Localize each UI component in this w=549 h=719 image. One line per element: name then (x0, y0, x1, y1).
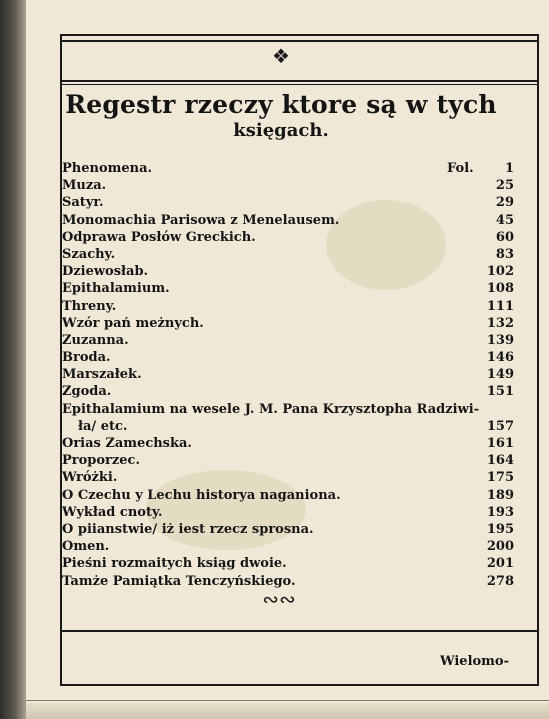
toc-row (62, 332, 514, 349)
toc-entry-folio: 200 (486, 539, 514, 555)
toc-entry-folio: 278 (486, 573, 514, 589)
toc-entry-folio: 25 (495, 178, 514, 194)
toc-row (62, 177, 514, 194)
toc-entry-label: Zuzanna. (62, 332, 129, 348)
toc-entry-label: Wróżki. (62, 470, 118, 486)
toc-row (62, 487, 514, 504)
toc-row (62, 280, 514, 297)
toc-entry-folio: 1 (504, 161, 514, 176)
toc-entry-label: Broda. (62, 350, 111, 366)
toc-row (62, 246, 514, 263)
fleuron-ornament-icon: ❖ (272, 44, 290, 68)
frame-rule-footer (60, 684, 539, 686)
toc-entry-label: Omen. (62, 539, 110, 555)
toc-entry-folio: 132 (486, 315, 514, 331)
toc-entry-label: O piianstwie/ iż iest rzecz sprosna. (62, 521, 314, 537)
toc-entry-label: Epithalamium. (62, 281, 170, 297)
toc-entry-label: Threny. (62, 298, 117, 314)
toc-row (62, 263, 514, 280)
toc-entry-folio: 45 (495, 212, 514, 228)
toc-entry-folio: 157 (486, 418, 514, 434)
toc-entry-label: Satyr. (62, 195, 104, 211)
toc-entry-label: Wykład cnoty. (62, 504, 163, 520)
toc-row (62, 538, 514, 555)
toc-row (62, 452, 514, 469)
toc-entry-folio: 60 (495, 229, 514, 245)
toc-entry-label: Muza. (62, 178, 107, 194)
toc-entry-folio: 146 (486, 350, 514, 366)
toc-row (62, 383, 514, 400)
toc-entry-label: Monomachia Parisowa z Menelausem. (62, 212, 340, 228)
toc-entry-label: Phenomena. (62, 161, 153, 176)
toc-entry-label: ła/ etc. (78, 418, 128, 434)
toc-row (62, 298, 514, 315)
toc-row (62, 212, 514, 229)
toc-entry-label: Pieśni rozmaitych ksiąg dwoie. (62, 556, 287, 572)
page-bottom-edge (26, 703, 549, 719)
toc-entry-folio: 149 (486, 367, 514, 383)
toc-entry-folio: 83 (495, 246, 514, 262)
toc-entry-label: Marszałek. (62, 367, 142, 383)
frame-rule-top (60, 40, 539, 42)
toc-entry-label: Orias Zamechska. (62, 436, 192, 451)
frame-rule-title (60, 80, 539, 82)
toc-row (62, 504, 514, 521)
toc-entry-folio: 111 (486, 298, 514, 314)
toc-entry-folio: 108 (486, 281, 514, 297)
toc-entry-label: Epithalamium na wesele J. M. Pana Krzysztopha Radziwi- (62, 401, 480, 417)
toc-row (62, 349, 514, 366)
toc-entry-label: Tamże Pamiątka Tenczyńskiego. (62, 573, 296, 589)
toc-entry-label: Wzór pań meżnych. (62, 315, 204, 331)
table-of-contents (62, 160, 514, 590)
toc-row (62, 555, 514, 572)
toc-row (62, 469, 514, 486)
toc-entry-folio: 189 (486, 487, 514, 503)
catchword: Wielomo- (439, 654, 509, 669)
toc-entry-folio: 151 (486, 384, 514, 400)
page-subtitle: księgach. (233, 120, 329, 141)
toc-entry-label: Zgoda. (62, 384, 112, 400)
toc-entry-folio: 193 (486, 504, 514, 520)
toc-row (62, 401, 514, 418)
toc-entry-label: Dziewosłab. (62, 264, 149, 280)
toc-row (62, 418, 514, 435)
toc-entry-folio: 175 (486, 470, 514, 486)
toc-row (62, 521, 514, 538)
toc-row (62, 160, 514, 177)
frame-rule-bottom (60, 630, 539, 632)
toc-entry-folio: 29 (495, 195, 514, 211)
toc-entry-label: Szachy. (62, 246, 116, 262)
frame-rule-title-inner (60, 84, 539, 85)
toc-row (62, 194, 514, 211)
toc-entry-folio: 161 (486, 436, 514, 451)
page-title: Regestr rzeczy ktore są w tych (65, 90, 497, 119)
toc-row (62, 435, 514, 452)
book-gutter (0, 0, 26, 719)
tailpiece-flourish-icon: ∾∾ (262, 587, 296, 611)
toc-row (62, 315, 514, 332)
toc-row (62, 366, 514, 383)
page-edge-line (26, 700, 549, 701)
toc-entry-label: Proporzec. (62, 453, 140, 469)
toc-row (62, 229, 514, 246)
toc-entry-folio: 139 (486, 332, 514, 348)
toc-entry-folio: 195 (486, 521, 514, 537)
toc-entry-label: O Czechu y Lechu historya naganiona. (62, 487, 341, 503)
toc-entry-folio: 102 (486, 264, 514, 280)
toc-entry-label: Odprawa Posłów Greckich. (62, 229, 256, 245)
toc-entry-folio: 201 (486, 556, 514, 572)
folio-header: Fol. (447, 161, 474, 176)
toc-entry-folio: 164 (486, 453, 514, 469)
